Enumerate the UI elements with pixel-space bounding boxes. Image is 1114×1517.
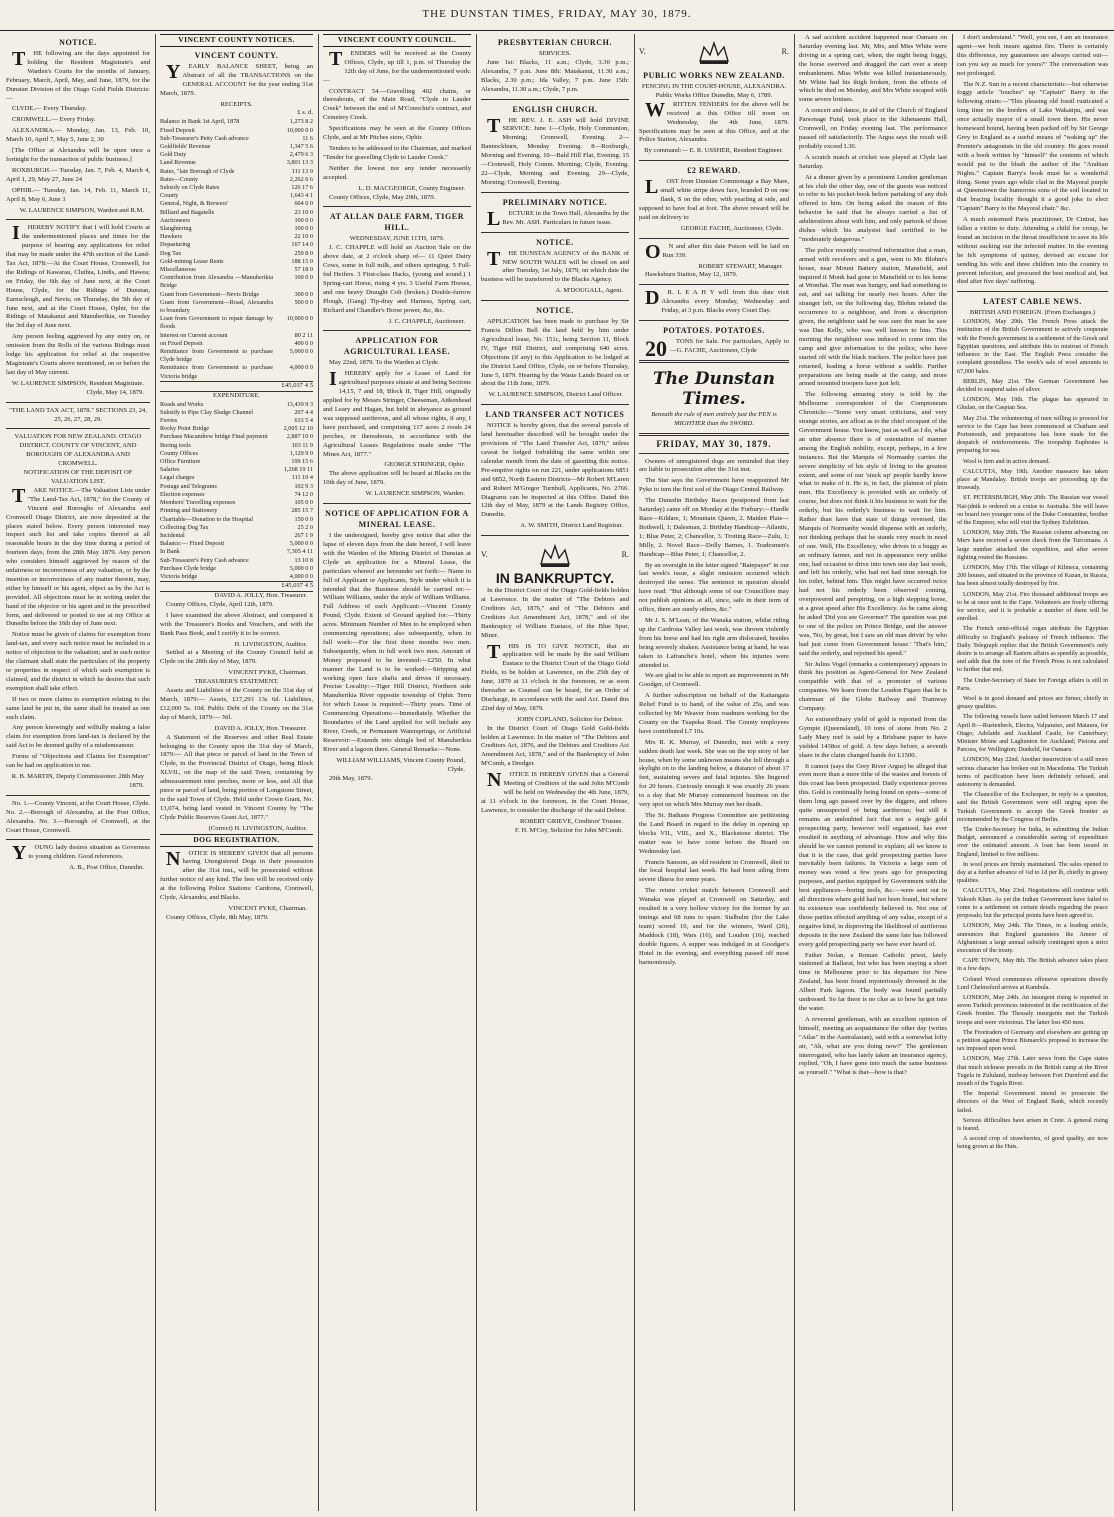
land-transfer-heading: LAND TRANSFER ACT NOTICES: [485, 410, 625, 420]
news-paragraph: ST. PETERSBURGH, May 20th. The Russian war vessel Nai-jdnik is ordered on a cruise to Australia. She will leave on board two younger sons of the Duke Constantine, brother of the Emperor, who will visit the Sydney Exhibition.: [957, 494, 1108, 526]
bankruptcy-matter: In the District Court of the Otago Gold-fields holden at Lawrence. In the matter of "The Debtors and Creditors Act, 1876," and of "The Debtors and Creditors Act Amendment Act, 1878," and of the Bankruptcy of William Eustace, of the Blue Spur, Miner.: [481, 587, 629, 639]
paragraph: CONTRACT 54.—Gravelling 402 chains, or thereabouts, of the Main Road, "Clyde to Lauder Creek" between the end of M'Conochie's contract, and Cemetery Creek.: [323, 87, 471, 122]
audit-statement: I have examined the above Abstract, and compared it with the Treasurer's Books and Vouchers, and with the Bank Pass Book, and I certify it to be correct.: [160, 611, 313, 637]
ledger-row: In Bank 7,305 4 11: [160, 548, 313, 556]
signature: W. LAURENCE SIMPSON, District Land Officer.: [488, 391, 623, 399]
lost-notice: L OST from Dunstan Commonage a Bay Mare, small white stripe down face, branded D on one flank, S on the other, with yearling at side, and supposed to have foal at foot. The above reward will be paid on delivery to: [639, 176, 789, 221]
ledger-row: Billiard and Bagatelle 23 10 0: [160, 208, 313, 216]
ledger-row: Contribution from Alexandra —Manuherikia Bridge 100 0 0: [160, 274, 313, 290]
signature: L. D. MACGEORGE, County Engineer.: [358, 184, 465, 192]
poison-notice: O N and after this date Poison will be laid on Run 339.: [645, 240, 789, 263]
potatoes-ad: 20 TONS for Sale. For particulars, Apply to—G. FACHE, Auctioneer, Clyde: [645, 336, 789, 362]
place-date: County Offices, Clyde, April 12th, 1879.: [166, 600, 274, 608]
column-4: [481, 34, 629, 1511]
purchase-notice: APPLICATION has been made to purchase by Sir Francis Dillon Bell the land held by him under Agricultural lease, No. 151c, being Section 11, Block IV, Tiger Hill District, and comprising 640 acres. Objections (if any) to this Application to be lodged at the District Land Office, Clyde, on or before Thursday, June 5, 1879. Hearing by the Waste Lands Board on or about the 11th June, 1879.: [481, 318, 629, 388]
news-paragraph: The Star says the Government have reappointed Mr Pyke to turn the first sod of the Otago Central Railway.: [639, 477, 789, 494]
news-items: [639, 458, 789, 968]
news-paragraph: The French semi-official organ attribute the Egyptian difficulty to England's jealousy of French influence. The Daily Telegraph replies that the British Government's only desire is to arrange all Eastern affairs as speedily as possible, and adds that the tone of the French Press is not calculated to further that end.: [957, 625, 1108, 674]
section-heading: VINCENT COUNTY NOTICES.: [160, 34, 313, 47]
news-paragraph: LONDON, May 22nd. Another insurrection of a still more serious character has broken out in Macedonia. The Turkish terms of pacification have been definitely refused, and autonomy is demanded.: [957, 756, 1108, 789]
creditors-notice: N OTICE IS HEREBY GIVEN that a General Meeting of Creditors of the said John M'Comb will be held on Wednesday the 4th June, 1879, at 11 o'clock in the forenoon, in the Court House, Lawrence, to consider the discharge of the said Debtor.: [481, 769, 629, 814]
ledger-row: Slaughtering 100 0 0: [160, 224, 313, 232]
preliminary-heading: PRELIMINARY NOTICE.: [502, 197, 608, 207]
news-paragraph: A concert and dance, in aid of the Church of England Parsonage Fund, took place in the Athenaeum Hall, Cromwell, on Friday evening last. The performance passed off satisfactorily. The Argus says the result will probably exceed L30.: [799, 107, 947, 150]
news-paragraph: The return cricket match between Cromwell and Wanaka was played at Cromwell on Saturday, and resulted in a very hollow victory for the former by an innings and 68 runs to spare. Stalbulm (for the Lake team) scored 10, and for the winners, Ward (26), Maddock (18), Wars (16), and Loudon (16), reached double figures. A supper was indulged in at Goodger's Hotel in the evening, and everything passed off most harmoniously.: [639, 887, 789, 966]
lease-application: I HEREBY apply for a Lease of Land for agricultural purposes situate at and being Sections 14,15, 7 and 18, Block II, Tiger Hill, originally applied for by Messrs Stringer, Cheeseman, Aitkenhead and Leary and Hagan, but held in abeyance as ground was supposed auriferous, and all whose rights, if any, I have purchased, and comprising 117 acres 2 roods 24 perches, or thereabouts, in accordance with the Agricultural Leases Regulations made under "The Mines Act, 1877.": [323, 368, 471, 458]
paragraph: Any person knowingly and wilfully making a false claim for exemption from land-tax is declared by the said Act to be deemed guilty of a misdemeanour.: [6, 724, 150, 750]
news-paragraph: By an oversight in the letter signed "Ratepayer" in our last week's issue, a slight omission occurred which destroyed the sense. The sentence in question should have read: "But although some of our Councillors may not publish opinions at all, since, safe in their term of office, there are surely others, &c.": [639, 561, 789, 614]
signature: JOHN COPLAND, Solicitor for Debtor.: [516, 715, 623, 723]
column-rule: [318, 34, 319, 1511]
ledger-row: Postage and Telegrams 102 9 3: [160, 482, 313, 490]
receipts-total: £45,037 4 5: [160, 381, 313, 392]
signature: F. H. M'Coy, Solicitor for John M'Comb.: [514, 826, 623, 834]
news-paragraph: Sir Julius Vogel (remarks a contemporary) appears to think his position as Agent-General for New Zealand compatible with that of a promoter of various companies. We learn from the Loudon Figaro that he is chairman of the Globe Railway and Tramway Company.: [799, 660, 947, 713]
ledger-row: Hawkers 22 10 0: [160, 233, 313, 241]
alexandra-courts: ALEXANDRA.— Monday, Jan. 13, Feb. 10, March 10, April 7, May 5, June 2, 30: [6, 127, 150, 144]
news-paragraph: A second crop of strawberries, of good quality, are now being grown at the Huts.: [957, 1135, 1108, 1151]
paragraph: Notice must be given of claims for exemption from land-tax, and every such notice must be included in a notice of objection to the valuation; and in such notice the claimant shall state the particulars of the property or properties in respect of which such exemption is claimed, and the district in which he desires that such exemption shall take effect.: [6, 631, 150, 692]
column-2: [160, 34, 313, 1511]
bankruptcy-notice: T HIS IS TO GIVE NOTICE, that an application will be made by the said William Eustace to the District Court of the Otago Gold Fields, to be holden at Lawrence, on the 25th day of June, 1879 at 11 o'clock in the forenoon, or as soon thereafter as Counsel can be heard, for an Order of Discharge, in accordance with the said Act. Dated this 22nd day of May, 1879.: [481, 640, 629, 712]
paragraph: Any person feeling aggrieved by any entry on, or omission from the Rolls of the various Ridings must lodge his application for relief at the respective Magistrate's Courts above mentioned, on or before the last day of May current.: [6, 333, 150, 376]
dog-notice: N OTICE IS HEREBY GIVEN that all persons having Unregistered Dogs in their possession after the 31st inst., will be prosecuted without further notice of any kind. The fees will be received only at the following Police Stations: Cardrona, Cromwell, Clyde, Alexandra, and Blacks.: [160, 847, 313, 902]
news-items: [957, 81, 1108, 288]
ledger-row: Incidental 267 1 9: [160, 531, 313, 539]
signature: ROBERT GRIEVE, Creditors' Trustee.: [519, 817, 623, 825]
tender-notice: W RITTEN TENDERS for the above will be received at this Office till noon on Wednesday, the 4th June, 1879. Specifications may be seen at this Office, and at the Police Station, Alexandra.: [639, 98, 789, 144]
news-paragraph: The Under-Secretary of State for Foreign affairs is still in Paris.: [957, 676, 1108, 692]
column-1: [6, 34, 150, 1511]
signature: W. LAURENCE SIMPSON, Warden and R.M.: [19, 206, 144, 214]
news-paragraph: LONDON, May 27th. Later news from the Cape states that much sickness prevails in the British camp at the River Tugela in Zululand, midway between Fort Durnford and the mouth of the Tugela River.: [957, 1055, 1108, 1087]
paragraph: Forms of "Objections and Claims for Exemption" can be had on application to me.: [6, 753, 150, 770]
ledger-row: Ferries 633 5 4: [160, 417, 313, 425]
ledger-row: Legal charges 111 10 4: [160, 474, 313, 482]
place-date: Public Works Office Dunedin, May 6, 1789.: [655, 91, 773, 99]
land-tax-notice: I HEREBY NOTIFY that I will hold Courts at the undermentioned places and times for the purpose of hearing any applications for relief that may be made under the 47th section of the Land-Tax Act, 1878:—At the Court House, Cromwell, for the Ridings of Kawarau, Cluthia, Lindis, and Hawea; on Friday, the 6th day of June next, at the Court House, Clyde, for the Ridings of Dunstan, Earnscleugh, and Nevis; on Thursday, the 5th day of June next, and at the Court House, Ophir, for the Ridings of Matakanui and Manuherikia, on Tuesday the 3rd day of June next.: [6, 222, 150, 330]
ledger-row: Election expenses 74 12 0: [160, 490, 313, 498]
news-paragraph: The Under-Secretary for India, in submitting the Indian Budget, announced a considerable saving of expenditure over the estimated amount. A loan has been issued in England, limited to five millions.: [957, 826, 1108, 858]
news-paragraph: Mr J. S. M'Lean, of the Wanaka station, whilst riding up the Cardrona Valley last week, was thrown violently from his horse and had his right arm dislocated, besides being severely shaken. Assistance being at hand, he was taken to Lafranche's hotel, where his injuries were attended to.: [639, 616, 789, 669]
ledger-row: Remittance from Government to purchase Victoria bridge 4,000 0 0: [160, 364, 313, 380]
column-5: [639, 34, 789, 1511]
receipts-table: [160, 118, 313, 381]
signature: A. W. SMITH, District Land Registrar.: [520, 522, 623, 530]
expenditure-heading: EXPENDITURE.: [212, 391, 261, 399]
signature: WILLIAM WILLIAMS, Vincent County Pound, Clyde.: [336, 756, 465, 773]
ledger-row: Fixed Deposit 10,000 0 0: [160, 126, 313, 134]
signature: W. LAURENCE SIMPSON, Warden.: [365, 490, 465, 498]
ledger-row: Land Revenue 3,801 13 3: [160, 159, 313, 167]
issue-date: FRIDAY, MAY 30, 1879.: [656, 438, 772, 449]
column-6: [799, 34, 947, 1511]
ledger-row: Printing and Stationery 285 15 7: [160, 507, 313, 515]
column-rule: [952, 34, 953, 1511]
ledger-row: Grant from Government—Nevis Bridge 300 0 0: [160, 290, 313, 298]
auction-heading: AT ALLAN DALE FARM, TIGER HILL.: [329, 212, 465, 233]
english-church-notice: T HE REV. J. E. ASH will hold DIVINE SERVICE: June 1—Clyde, Holy Communion, Morning; Cromwell, Evening. 2—Bannockburn, Monday Evening. 8—Roxburgh, Morning and Evening. 10—Bald Hill Flat, Evening. 15—Cromwell, Holy Comm. Morning; Clyde, Evening. 22—Clyde, Morning and Evening. 29—Clyde, Morning; Cromwell, Evening.: [481, 114, 629, 186]
ledger-row: Depasturing 167 14 0: [160, 241, 313, 249]
news-paragraph: The St. Bathans Progress Committee are petitioning the Land Board in regard to the delay in opening up blocks VII., VIII., and X., Blackstone district. The matter was to have come before the Board on Wednesday last.: [639, 812, 789, 855]
reserves-statement: A Statement of the Reserves and other Real Estate belonging to the County upon the 31st day of March, 1879:— All that piece or parcel of land in the Town of Clyde, in the Provincial District of Otago, being Block XLVII., on the map of the said Town, containing by admeasurement nine perches, more or less, and All that piece or parcel of land, being portion of Longstone Street, in the said Town of Clyde. Held under Crown Grant, No. 13,074, being land vested in Vincent County by "The Clyde Public Reserves Grant Act, 1877.": [160, 733, 313, 821]
expenditure-total: £45,037 4 5: [160, 581, 313, 592]
signature: (Correct) H. LIVINGSTON, Auditor.: [208, 824, 307, 832]
news-paragraph: Father Nolan, a Roman Catholic priest, lately stationed at Ballarat, but who has been staying a short time in Melbourne prior to his departure for New Zealand, has been found mysteriously drowned in the Albert Park lagoon. The body was found partially undressed. So far there is no clue as to how he got into the water.: [799, 951, 947, 1012]
ledger-row: Interest on Current account 80 2 11: [160, 331, 313, 339]
ledger-row: Gold-mining Lease Rents 188 15 0: [160, 257, 313, 265]
vincent-county-heading: VINCENT COUNTY.: [194, 50, 279, 60]
cable-news-items: [957, 318, 1108, 1151]
ledger-row: General, Night, & Brewers' 604 0 0: [160, 200, 313, 208]
news-paragraph: Francis Sansom, an old resident in Cromwell, died in the local hospital last week. He had been ailing from severe illness for some years.: [639, 858, 789, 884]
ledger-row: Subsidy on Clyde Rates 126 17 6: [160, 183, 313, 191]
settled-note: Settled at a Meeting of the County Council held at Clyde on the 28th day of May, 1879.: [160, 649, 313, 666]
news-paragraph: In wool prices are firmly maintained. The sales opened to day at a further advance of ¼d to 1d per lb, chiefly in greasy qualities.: [957, 860, 1108, 885]
ledger-row: Purchase Macandrew bridge Final payment 2,887 10 0: [160, 433, 313, 441]
news-paragraph: Serious difficulties have arisen in Crete. A general rising is feared.: [957, 1116, 1108, 1132]
ledger-row: Members' Travelling expenses 105 0 0: [160, 499, 313, 507]
ophir-courts: OPHIR.— Tuesday, Jan. 14, Feb. 11, March 11, April 8, May 6, June 3: [6, 186, 150, 203]
ledger-row: Purchase Clyde bridge 5,000 0 0: [160, 564, 313, 572]
column-7: [957, 34, 1108, 1511]
valuation-heading: VALUATION FOR NEW ZEALAND. OTAGO DISTRICT. COUNTY OF VINCENT, AND BOROUGHS OF ALEXANDRA AND CROMWELL.: [14, 433, 142, 468]
place-date: County Offices, Clyde, 8th May, 1879.: [166, 913, 269, 921]
news-paragraph: The Dunedin Birthday Races (postponed from last Saturday) came off on Monday at the Forbury:—Hurdle Race—Kildare, 1; Mountain Queen, 2. Maiden Plate—Bothwell, 1; Dalesman, 2. Birthday Handicap—Atlantic, 1; Blue Peter, 2; Chancellor, 3. Trotting Race—Zulu, 1; Milly, 2. Novel Race—Dolly Barnes, 1. Tradesmen's Handicap—Blue Peter, 1; Chancellor, 2.: [639, 497, 789, 558]
services-heading: SERVICES.: [538, 50, 572, 57]
alexandra-note: [The Office at Alexandra will be open once a fortnight for the transaction of public business.]: [6, 147, 150, 163]
news-paragraph: May 21st. The volunteering of men willing to proceed for service to the Cape has been commenced at Chatham and Portsmouth, and preparations has been made for the despatch of reinforcements. The troopship Euphrates is preparing for sea.: [957, 414, 1108, 455]
ledger-row: Balance in Bank 1st April, 1878 1,273 8 2: [160, 118, 313, 126]
ledger-row: Dog Tax 250 8 0: [160, 249, 313, 257]
column-rule: [634, 34, 635, 1511]
signature: By command:— E. R. USSHER, Resident Engineer.: [644, 147, 783, 155]
ledger-row: Charitable—Donation to the Hospital 150 0 0: [160, 515, 313, 523]
valuation-notice: T AKE NOTICE.—The Valuation Lists under "The Land-Tax Act, 1878," for the County of Vincent and Boroughs of Alexandra and Cromwell Otago District, are now deposited at the places stated below. Every person interested may inspect such list and take copies thereof at all reasonable hours in the day time during a period of fourteen days, from the 28th May 1879. Any person who considers himself aggrieved by reason of the unfairness or incorrectness of any valuation, or by the insertion or incorrectness of any matter therein, may, either by himself or his agent, object as by the Act is provided. All objections must be in writing under the hand of the objector or his agent and in the prescribed form, and delivered or posted to me at my Office at Dunedin before the 16th day of June next.: [6, 484, 150, 628]
ledger-row: Boring tools 103 11 9: [160, 441, 313, 449]
place-date: Hawksburn Station, May 12, 1879.: [645, 271, 738, 279]
news-paragraph: The Chancellor of the Exchequer, in reply to a question, said the British Government were still urging upon the Turkish Government to accept the Greek frontier as recommended by the Congress of Berlin.: [957, 791, 1108, 823]
news-paragraph: The following vessels have sailed between March 17 and April 8:—Ruetenbeck, Electra, Valparaiso, and Mataura, for Otago; Adelaide and Auckland Castle, for Canterbury; Minister Moine and Laghunton for Auckland; Pieiona and Parcora, for Wellington; Dunkeld, for Oamaru.: [957, 713, 1108, 754]
auction-date: WEDNESDAY, JUNE 11TH, 1879.: [349, 235, 445, 243]
news-paragraph: The police recently received information that a man, armed with revolvers and a gun, went to Mr. Blohm's house, near Mount Battery station, Mansfield, and inquired if Monk had gone to Mansfield or to his home at Wombat. The man was hungry, and had something to eat, and sat talking for nearly two hours. After the stranger left, on the following day, Blohm related the occurrence to a neighbour, and from a description given, the neighbour said he was sure the man he saw was Dan Kelly, who was well known to him. This morning the neighbour was induced to come into the camp and give information to the police, who have started off with the black trackers. The police have just returned, leading a horse without a saddle. Further preparations are being made at the camp, and more armed mounted troopers have just left.: [799, 246, 947, 388]
news-paragraph: CAPE TOWN, May 8th. The British advance takes place in a few days.: [957, 957, 1108, 973]
notice-heading: NOTICE.: [536, 237, 574, 247]
news-paragraph: A scratch match at cricket was played at Clyde last Saturday.: [799, 153, 947, 170]
ledger-row: Sub-Treasurer's Petty Cash advance 11 6: [160, 134, 313, 142]
ledger-row: Office Furniture 199 15 6: [160, 458, 313, 466]
news-paragraph: At a dinner given by a prominent London gentleman at his club the other day, one of the guests was noticed to refer to his pocket-book before partaking of any dish offered to him. On being asked the reason of this behavior he said that he always carried a list of adulterations about with him, and only partook of those dishes which his analysist had certified to be "moderately dangerous.": [799, 173, 947, 243]
ledger-row: Salaries 1,268 19 11: [160, 466, 313, 474]
ledger-row: Subsidy to Pipe Clay Sludge Channel 207 4 4: [160, 408, 313, 416]
news-paragraph: LONDON, May 20th. The Russian column advancing on Merv have received a severe check from the Turcomans. A large number attacked the expedition, and after severe fighting routed the Russians.: [957, 529, 1108, 561]
expenditure-table: [160, 401, 313, 581]
ledger-row: Grant from Government—Road, Alexandra to boundary 500 0 0: [160, 298, 313, 315]
place-date: County Offices, Clyde, May 29th, 1879.: [329, 193, 436, 201]
news-paragraph: LONDON, May 24th. The Times, in a leading article, announces that England guarantees the Ameer of Afghanistan a large annual subsidy contingent upon a strict execution of the treaty.: [957, 922, 1108, 954]
signature: DAVID A. JOLLY, Hon. Treasurer.: [214, 724, 307, 732]
signature: A. B., Post Office, Dunedin.: [69, 864, 144, 872]
potatoes-heading: POTATOES. POTATOES.: [663, 326, 765, 336]
presbyterian-heading: PRESBYTERIAN CHURCH.: [497, 38, 613, 47]
signature: GEORGE FACHE, Auctioneer, Clyde.: [680, 224, 783, 232]
fencing-heading: FENCING IN THE COURT-HOUSE, ALEXANDRA.: [641, 83, 787, 90]
column-rule: [476, 34, 477, 1511]
news-paragraph: A further subscription on behalf of the Kaitangata Relief Fund is to hand, of the value of 25s, and was collected by Mr Weaver from roadmen working for the County on the Tuapeka Road. The County employees have contributed L7 10s.: [639, 692, 789, 735]
bankruptcy-heading: IN BANKRUPTCY.: [495, 570, 615, 587]
mineral-lease-heading: NOTICE OF APPLICATION FOR A MINERAL LEASE.: [325, 509, 469, 530]
valuation-subheading: NOTIFICATION OF THE DEPOSIT OF VALUATION LIST.: [23, 469, 133, 485]
news-paragraph: BERLIN, May 21st. The German Government has decided to suspend sales of silver.: [957, 377, 1108, 393]
news-paragraph: The Freetraders of Germany and elsewhere are getting up a petition against Prince Bismarck's proposal to increase the tax imposed upon wool.: [957, 1028, 1108, 1053]
news-paragraph: CALCUTTA, May 19th. Another massacre has taken place at Mandalay. British troops are proceeding up the Irrawady.: [957, 467, 1108, 492]
news-paragraph: LONDON, May 19th. The plague has appeared in Ghulan, on the Caspian Sea.: [957, 396, 1108, 412]
signature: W. LAURENCE SIMPSON, Resident Magistrate. Clyde, May 14, 1879.: [11, 379, 144, 396]
cable-news-heading: LATEST CABLE NEWS.: [983, 297, 1082, 307]
signature: GEORGE STRINGER, Ophir.: [384, 461, 465, 469]
motto: Beneath the rule of men entirely just the PEN is MIGHTIER than the SWORD.: [651, 410, 777, 427]
treasurer-heading: TREASURER'S STATEMENT.: [194, 678, 279, 686]
english-church-heading: ENGLISH CHURCH.: [512, 104, 598, 114]
newspaper-nameplate: The Dunstan Times.: [652, 368, 775, 409]
public-works-heading: PUBLIC WORKS NEW ZEALAND.: [643, 71, 785, 80]
news-paragraph: An extraordinary yield of gold is reported from the Gympie (Queensland), 10 tons of stone from No. 2 Lady Mary reef is said by a Brisbane paper to have yielded 1438oz of gold. A few days before, a seventh share in the claim changed hands for L1500.: [799, 715, 947, 759]
news-paragraph: LONDON, May 21st. Fire thousand additional troops are to be at once sent to the Cape. Volunteers are freely offering for service, and it is probable a number of them will be enrolled.: [957, 590, 1108, 623]
notice-heading: NOTICE.: [59, 38, 97, 47]
masthead: [0, 0, 1114, 31]
news-paragraph: A much esteemed Paris practitioner, Dr Cintrat, has fallen a victim to duty. Attending a child for croup, he found an incision in the throat insufficient to save its life without sucking out the infected matter. In the evening he felt symptoms of quinsy, devised an excuse for sending his wife and three children into the country to prevent infection, and procured the best medical aid, but died after five days' suffering.: [957, 216, 1108, 286]
news-paragraph: LONDON, May 24th. An insurgent rising is reported in seven Turkish provinces interested in the rectification of the Greek frontier. The Thessaly insurgents met the Turkish troops and were victorious. The latter lost 450 men.: [957, 993, 1108, 1026]
bankruptcy-matter: In the District Court of Otago Gold Gold-fields holden at Lawrence. In the matter of "The Debtors and Creditors Act, 1876, and the Debtors and Creditors Act Amendment Act, 1878," and of the Bankruptcy of John M'Comb, a Dredger.: [481, 724, 629, 768]
signature: VINCENT PYKE, Chairman.: [228, 904, 307, 912]
signature: ROBERT STEWART, Manager.: [698, 262, 783, 270]
masthead-title: THE DUNSTAN TIMES, FRIDAY, MAY 30, 1879.: [422, 8, 692, 20]
ledger-row: on Fixed Deposit 400 0 0: [160, 339, 313, 347]
balance-intro: Y EARLY BALANCE SHEET, being an Abstract of all the TRANSACTIONS on the GENERAL ACCOUNT for the year ending 31st March, 1879.: [160, 60, 313, 97]
place-date: 29th May, 1879.: [329, 774, 373, 782]
news-paragraph: CALCUTTA, May 23rd. Negotiations still continue with Yakoob Khan. As yet the Indian Government have failed to come to a settlement on certain details regarding the peace proposals; but the principal points have been agreed to.: [957, 887, 1108, 920]
lsd-header: £ s. d.: [297, 109, 313, 117]
paragraph: Tenders to be addressed to the Chairman, and marked "Tender for gravelling Clyde to Lauder Creek.": [323, 144, 471, 161]
news-items: [799, 34, 947, 1078]
ledger-row: Auctioneers 100 0 0: [160, 216, 313, 224]
land-tax-heading: "THE LAND TAX ACT, 1878." SECTIONS 23, 24, 25, 26, 27, 28, 29.: [9, 406, 147, 423]
tender-notice: T ENDERS will be received at the County Offices, Clyde, up till 1, p.m. of Thursday the 12th day of June, for the undermentioned work:—: [323, 47, 471, 84]
ledger-row: Roads and Works 13,439 9 3: [160, 400, 313, 408]
column-rule: [794, 34, 795, 1511]
receipts-heading: RECEIPTS.: [220, 100, 253, 108]
crown-icon: [535, 540, 575, 570]
royal-arms: V. R.: [639, 37, 789, 67]
roxburgh-courts: ROXBURGH.— Tuesday, Jan. 7, Feb. 4, March 4, April 1, 29, May 27, June 24: [6, 166, 150, 183]
news-paragraph: A sad accident accident happened near Oamaru on Saturday evening last. Mr, Mrs, and Miss White were driving in a spring cart, when, the night being foggy, the horse swerved and dragged the cart over a steep embankment. Miss White was killed instantaneously, Mr White had his thigh broken, from the effects of which he died on Monday, and Mrs White escaped with some severe bruises.: [799, 34, 947, 104]
crown-icon: [694, 37, 734, 67]
cromwell-courts: CROMWELL.— Every Friday.: [12, 116, 96, 124]
mineral-lease-notice: I the undersigned, hereby give notice that after the lapse of eleven days from the date hereof, I will leave with the Warden of the Mining District of Dunstan at Clyde an application for a Mineral Lease, the particulars whereof are hereunder set forth:— Name in full of Applicant or Applicants, Style under which it is intended that the Business should be carried on:—William Williams, under the style of William Williams. Full Address of each Applicant:—Vincent County Pound, Clyde. Extent of Ground applied for:—Thirty acres. Minimum Number of Men to be employed when commencing operations; also subsequently, when in full work:—For the first three months two men. Subsequently, when in full work two men. Amount of Money proposed to be invested:—£250. In what manner the Land is to be worked:—Stripping and working open face shafts and drives if necessary. Precise Locality:—Tiger Hill District, Northern side Manuherikia River opposite township of Ophir. Term for which Lease is required:—Thirty years. Time of Commencing Operations:—Immediately. Whether the Boundaries of the Land applied for will include any River, Creek, or Permanent Watersprings, or Artificial Reservoir:—Extends into shingle bed of Manuherikia River and a lagoon there. General Remarks:—None.: [323, 532, 471, 753]
news-paragraph: It cannot (says the Grey River Argus) be alleged that even more than a mere tithe of the wastes and forests of this coast has been prospected. Daily experience proves this. Gold is continually being found on spots—some of them long ago passed over by the diggers, and others quite unsuspected of being auriferous; but still it remains an undoubted fact that not a single gold prospecting party, however well organised, has ever resulted in anything of advantage. How and why this should be we cannot pretend to explain; all we know is that it is the case, that gold prospecting parties have inevitably been failures. In Victoria a large sum of money was voted a few years ago for prospecting purposes, and parties equipped by Government with the best appliances—boring tools, &c.—were sent out in all directions where gold had not been found, but where its existence was confidently believed in. Not one of those parties effected anything of any value, except of a negative kind, in disproving the likelihood of auriferous deposits in the new Zealand the same fate has followed every gold prospecting party we have ever heard of.: [799, 762, 947, 948]
signature: J. C. CHAPPLE, Auctioneer.: [388, 317, 465, 325]
signature: VINCENT PYKE, Chairman.: [228, 669, 307, 677]
court-notice: T HE following are the days appointed for holding the Resident Magistrate's and Warden's Courts for the months of January, February, March, April, May, and June, 1879, for the Dunstan Division of the Otago Gold Fields Districts:—: [6, 48, 150, 102]
auction-notice: J. C. CHAPPLE will hold an Auction Sale on the above date, at 2 o'clock sharp of— 11 Quiet Dairy Cows, some in full milk, and others springing. 5 Full-fed Heifers. 3 First-class Hacks, (young and sound.) 1 Spring-cart Horse, rising 4 yrs. 3 Useful Farm Horses, and one heavy Draught Colt (broken.) Double-furrow Plough, (Gang) Tip-dray and Harness, Spring cart, Richard and Chandler's Horse power, &c, &c.: [323, 244, 471, 314]
ledger-row: Gold Duty 2,479 6 3: [160, 151, 313, 159]
news-paragraph: The N.Z. Sun in a recent characteristic—but otherwise foggy article "touches" up "Captain" Barry in the following strain:—"This pleasing old fossil rusticated a long time on the borders of Lake Wakatipu, and was once actually mayor of a small town there. His never homeward bound, having been packed off by Sir George Grey to England as a useful means of "waking up" the Premier's antagonists in the old country. He goes round with a book written by "himself" the contents of which would put to the blush the author of the "Arabian Nights." Captain Barry's book must be a wonderful thing. Some years ago while clad in the Mayoral purple at Queenstown the humorous sons of the soil located in that bracing locality thought it a good joke to elect "Captain" Barry to the Mayoral chair." &c.: [957, 80, 1108, 213]
agricultural-lease-heading: APPLICATION FOR AGRICULTURAL LEASE.: [343, 336, 451, 357]
governess-ad: Y OUNG lady desires situation as Governess to young children. Good references.: [12, 842, 150, 865]
news-paragraph: Wool is in good demand and prices are firmer, chiefly in greasy qualities.: [957, 695, 1108, 711]
paragraph: I don't understand." "Well, you see, I am an insurance agent—we both insure against fire. There is certainly this difference, my guarantees are always carried out—can you say as much for yours?" The conversation was not prolonged.: [957, 34, 1108, 77]
paragraph: Specifications may be seen at the County Offices Clyde, and at Mr Pitches store, Ophir.: [323, 125, 471, 142]
news-paragraph: Colonel Wood commences offensive operations directly Lord Chelmsford arrives at Kambula.: [957, 975, 1108, 991]
news-paragraph: Wool is firm and in active demand.: [963, 457, 1050, 465]
paragraph: If two or more claims to exemption relating to the same land be put in, the same shall be treated as one such claim.: [6, 695, 150, 721]
dog-registration-heading: DOG REGISTRATION.: [160, 834, 313, 847]
signature: DAVID A. JOLLY, Hon. Treasurer.: [214, 592, 307, 600]
signature: A. M'DOUGALL, Agent.: [555, 287, 623, 295]
paragraph: The above application will be heard at Blacks on the 10th day of June, 1879.: [323, 470, 471, 487]
ledger-row: Rates, "late Borough of Clyde 111 13 9: [160, 167, 313, 175]
news-paragraph: A reverend gentleman, with an excellent opinion of himself, meeting an acquaintance the other day (writes "Atlas" in the Australasian), said with a somewhat lofty air, "Ah, what are you doing now?" The gentleman interrogated, who has lately taken an insurance agency, replied, "Oh, I have gone into much the same business as yourself." "What is that—how is that?: [799, 1015, 947, 1077]
ledger-row: Goldfields' Revenue 1,347 5 6: [160, 142, 313, 150]
paragraph: Neither the lowest nor any tender necessarily accepted.: [323, 164, 471, 181]
signature: R. B. MARTIN, Deputy Commissioner. 28th May 1879.: [11, 772, 144, 789]
bank-notice: T HE DUNSTAN AGENCY of the BANK of NEW SOUTH WALES will be closed on and after Tuesday, 1st July, 1879, on which date the business will be transferred to the Blacks Agency.: [481, 247, 629, 284]
ledger-row: Loan from Government to repair damage by floods 10,000 0 0: [160, 315, 313, 331]
signature: H. LIVINGSTON, Auditor.: [234, 640, 307, 648]
ledger-row: Sub-Treasurer's Petty Cash advance 13 10 8: [160, 556, 313, 564]
notice-heading: NOTICE.: [536, 306, 574, 316]
news-paragraph: Owners of unregistered dogs are reminded that they are liable to prosecution after the 31st inst.: [639, 457, 789, 474]
ledger-row: County 1,643 4 1: [160, 192, 313, 200]
ledger-row: County Offices 1,129 9 0: [160, 449, 313, 457]
british-foreign-heading: BRITISH AND FOREIGN. (From Exchanges.): [969, 309, 1096, 317]
valuation-places: No. 1.—County Vincent, at the Court House, Clyde. No. 2.—Borough of Alexandra, at the Post Office, Alexandra. No. 3.—Borough of Cromwell, at the Court House, Cromwell.: [6, 799, 150, 834]
column-3: [323, 34, 471, 1511]
ledger-row: Collecting Dog Tax 25 2 0: [160, 523, 313, 531]
news-paragraph: Mrs R. K. Murray, of Dunedin, met with a very sudden death last week. She was on the top story of her house, when by some unknown means she fell through a skylight on to the landing below, a distance of about 17 feet, sustaining severe and fatal injuries. She lingered for 20 hours. Curiously enough it was exactly 26 years to a day that Mr Murray commenced business on the very spot on which Mrs Murray met her death.: [639, 738, 789, 809]
doctor-notice: D R. L E A H Y will from this date visit Alexandra every Monday, Wednesday and Friday, at 3 p.m. Blacks every Court Day.: [645, 287, 789, 315]
ledger-row: Balance:— Fixed Deposit 5,000 0 0: [160, 540, 313, 548]
reward-heading: £2 REWARD.: [687, 166, 741, 176]
news-paragraph: LONDON, May 29th. The French Press attack the institution of the British Government to actively cooperate with the French government in a settlement of the Greek and Egyptian questions, and attribute this to mistrust of French influence in the East. The English Press consider the complaint groundless. The week's sale of wool amounts to 67,000 bales.: [957, 318, 1108, 375]
ledger-row: Victoria bridge 4,000 0 0: [160, 572, 313, 580]
royal-arms: V. R.: [481, 540, 629, 570]
ledger-row: Rocky Point Bridge 2,005 12 10: [160, 425, 313, 433]
ledger-row: Rates—County 2,262 6 6: [160, 175, 313, 183]
news-paragraph: The following amusing story is told by the Melbourne correspondent of the Comptoneum Chronicle:—"Some very smart criticisms, and very strange stories, are afloat as to the chief occupant of the Government house. You know, just as well as I do, what an utter absence there is of ostentation of manner among the English nobility, except, perhaps, in a few instances. But the Marquis of Normanby carries the severe simplicity of his style of living to the greatest extent, and some of our 'stuck up' people hardly know what to make of it. He is, in fact, the plainest of plain men. His Excellency is provided with an orderly of course, but does not think it his business to wait for the orderly, but his orderly's business to wait for him. Rather than have that state of things reversed, the Marquis of Normanby would dispense with an orderly, not thinking perhaps that he stands very much in need of one. Well, His Excellency, who drives in a buggy as an ordinary farmer, and not in appearance very unlike one, had occasion to drive into town one day last week, and left his orderly, who had not had time enough for his toilet, behind him. This might have occurred twice had not his orderly been observed coming, overpowered and perspiring, on a high stepping horse, at a great speed after His Excellency. As he came along he asked 'Did you see Governor?' The question was put to one of the police on Prince Bridge, and the answer was, 'No, by great, but I saw an old man drivin' by who had just come from Government house.' 'That's him,' said the orderly, and rejoined his speed.": [799, 391, 947, 657]
services-list: June 1st: Blacks, 11 a.m.; Clyde, 3.30 p.m.; Alexandra, 7 p.m. June 8th: Matakanui, 11.30 a.m.; Blacks, 2.30 p.m.; Ida Valley, 7 p.m. June 15th: Alexandra, 11.30 a.m.; Clyde, 7 p.m.: [481, 58, 629, 93]
news-paragraph: LONDON, May 17th. The village of Kilmeca, containing 200 houses, and situated in the province of Kazan, in Russia, has been almost totally destroyed by fire.: [957, 563, 1108, 588]
ledger-row: Miscellaneous 57 18 0: [160, 266, 313, 273]
assets-statement: Assets and Liabilities of the County on the 31st day of March, 1879:— Assets, £17,293 13s 6d. Liabilities, £12,000 5s. 10d. Public Debt of the County on the 31st day of March, 1879:— Nil.: [160, 687, 313, 721]
land-transfer-notice: NOTICE is hereby given, that the several parcels of land hereinafter described will be brought under the provisions of "The Land Transfer Act, 1870," unless caveat be lodged forbidding the same within one calendar month from the date of gazetting this notice. Pre-emptive rights on run 221, under applications 6851 and 6852, North Eastern Districts—Mr Robert M'Laren and Robert M'Gregor Turnbull, Applicants, No. 2766. Diagrams can be inspected at this Office. Dated this 12th day of May, 1879 at the Lands Registry Office, Dunedin.: [481, 422, 629, 519]
news-paragraph: We are glad to be able to report an improvement in Mr Goodger, of Cromwell.: [639, 672, 789, 689]
place-date: May 22nd, 1879. To the Warden at Clyde.: [329, 359, 440, 367]
clyde-courts: CLYDE.— Every Thursday.: [12, 105, 87, 113]
column-rule: [155, 34, 156, 1511]
lecture-notice: L ECTURE in the Town Hall, Alexandra by the Rev. Mr. ASH. Particulars in future issue.: [487, 207, 629, 230]
news-paragraph: The Imperial Government intend to prosecute the directors of the West of England Bank, which recently failed.: [957, 1090, 1108, 1114]
section-heading: VINCENT COUNTY COUNCIL.: [323, 34, 471, 47]
ledger-row: Remittance from Government to purchase Clyde bridge 5,000 0 0: [160, 348, 313, 364]
